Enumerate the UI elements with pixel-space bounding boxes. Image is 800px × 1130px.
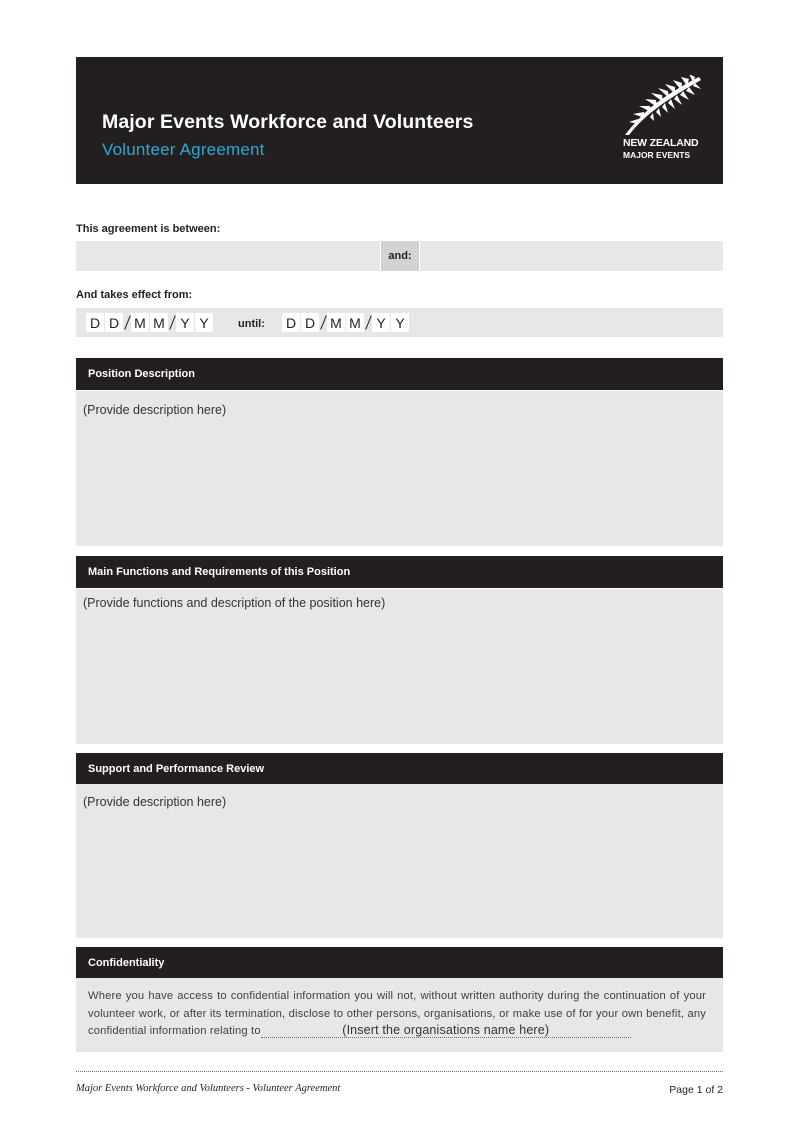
party-two-field[interactable] [420, 241, 723, 271]
end-date-digit[interactable]: D [282, 313, 300, 332]
date-separator [169, 313, 176, 332]
until-label: until: [238, 318, 265, 330]
footer-document-name: Major Events Workforce and Volunteers - Volunteer Agreement [76, 1083, 341, 1094]
confidentiality-body [76, 978, 723, 1052]
confidentiality-heading: Confidentiality [76, 947, 723, 979]
date-separator [124, 313, 131, 332]
and-label: and: [381, 241, 419, 271]
confidentiality-text [88, 988, 706, 1041]
date-row [76, 308, 723, 337]
organisation-name-field[interactable]: (Insert the organisations name here) [261, 1023, 631, 1038]
start-date-field[interactable] [86, 313, 214, 332]
end-date-field[interactable] [282, 313, 410, 332]
start-date-digit[interactable]: D [86, 313, 104, 332]
document-title: Major Events Workforce and Volunteers [102, 111, 474, 133]
position-description-placeholder: (Provide description here) [83, 403, 227, 417]
silver-fern-icon [623, 75, 703, 137]
end-date-digit[interactable]: M [327, 313, 345, 332]
footer-divider [76, 1071, 723, 1072]
support-review-field[interactable] [76, 784, 723, 938]
end-date-digit[interactable]: Y [372, 313, 390, 332]
main-functions-placeholder: (Provide functions and description of the position here) [83, 596, 386, 610]
party-one-field[interactable] [76, 241, 380, 271]
logo-text-major-events: MAJOR EVENTS [623, 150, 691, 160]
date-separator [320, 313, 327, 332]
start-date-digit[interactable]: M [150, 313, 168, 332]
start-date-digit[interactable]: D [105, 313, 123, 332]
support-review-placeholder: (Provide description here) [83, 795, 227, 809]
confidentiality-clause: Where you have access to confidential information you will not, without written authority during the continuation of your volunteer work, or after its termination, disclose to other persons, organisations, or make use of for your own benefit, any confidential information relating to [88, 990, 706, 1037]
position-description-field[interactable] [76, 391, 723, 546]
footer-page-number: Page 1 of 2 [669, 1084, 723, 1096]
start-date-digit[interactable]: Y [195, 313, 213, 332]
start-date-digit[interactable]: Y [176, 313, 194, 332]
end-date-digit[interactable]: M [346, 313, 364, 332]
document-header [76, 57, 723, 184]
document-subtitle: Volunteer Agreement [102, 140, 265, 159]
nz-major-events-logo [623, 75, 708, 165]
logo-text-new-zealand: NEW ZEALAND [623, 137, 699, 149]
support-review-heading: Support and Performance Review [76, 753, 723, 785]
date-separator [365, 313, 372, 332]
agreement-between-label: This agreement is between: [76, 223, 221, 235]
main-functions-field[interactable] [76, 589, 723, 744]
end-date-digit[interactable]: Y [391, 313, 409, 332]
main-functions-heading: Main Functions and Requirements of this Position [76, 556, 723, 588]
start-date-digit[interactable]: M [131, 313, 149, 332]
end-date-digit[interactable]: D [301, 313, 319, 332]
takes-effect-label: And takes effect from: [76, 289, 193, 301]
position-description-heading: Position Description [76, 358, 723, 390]
